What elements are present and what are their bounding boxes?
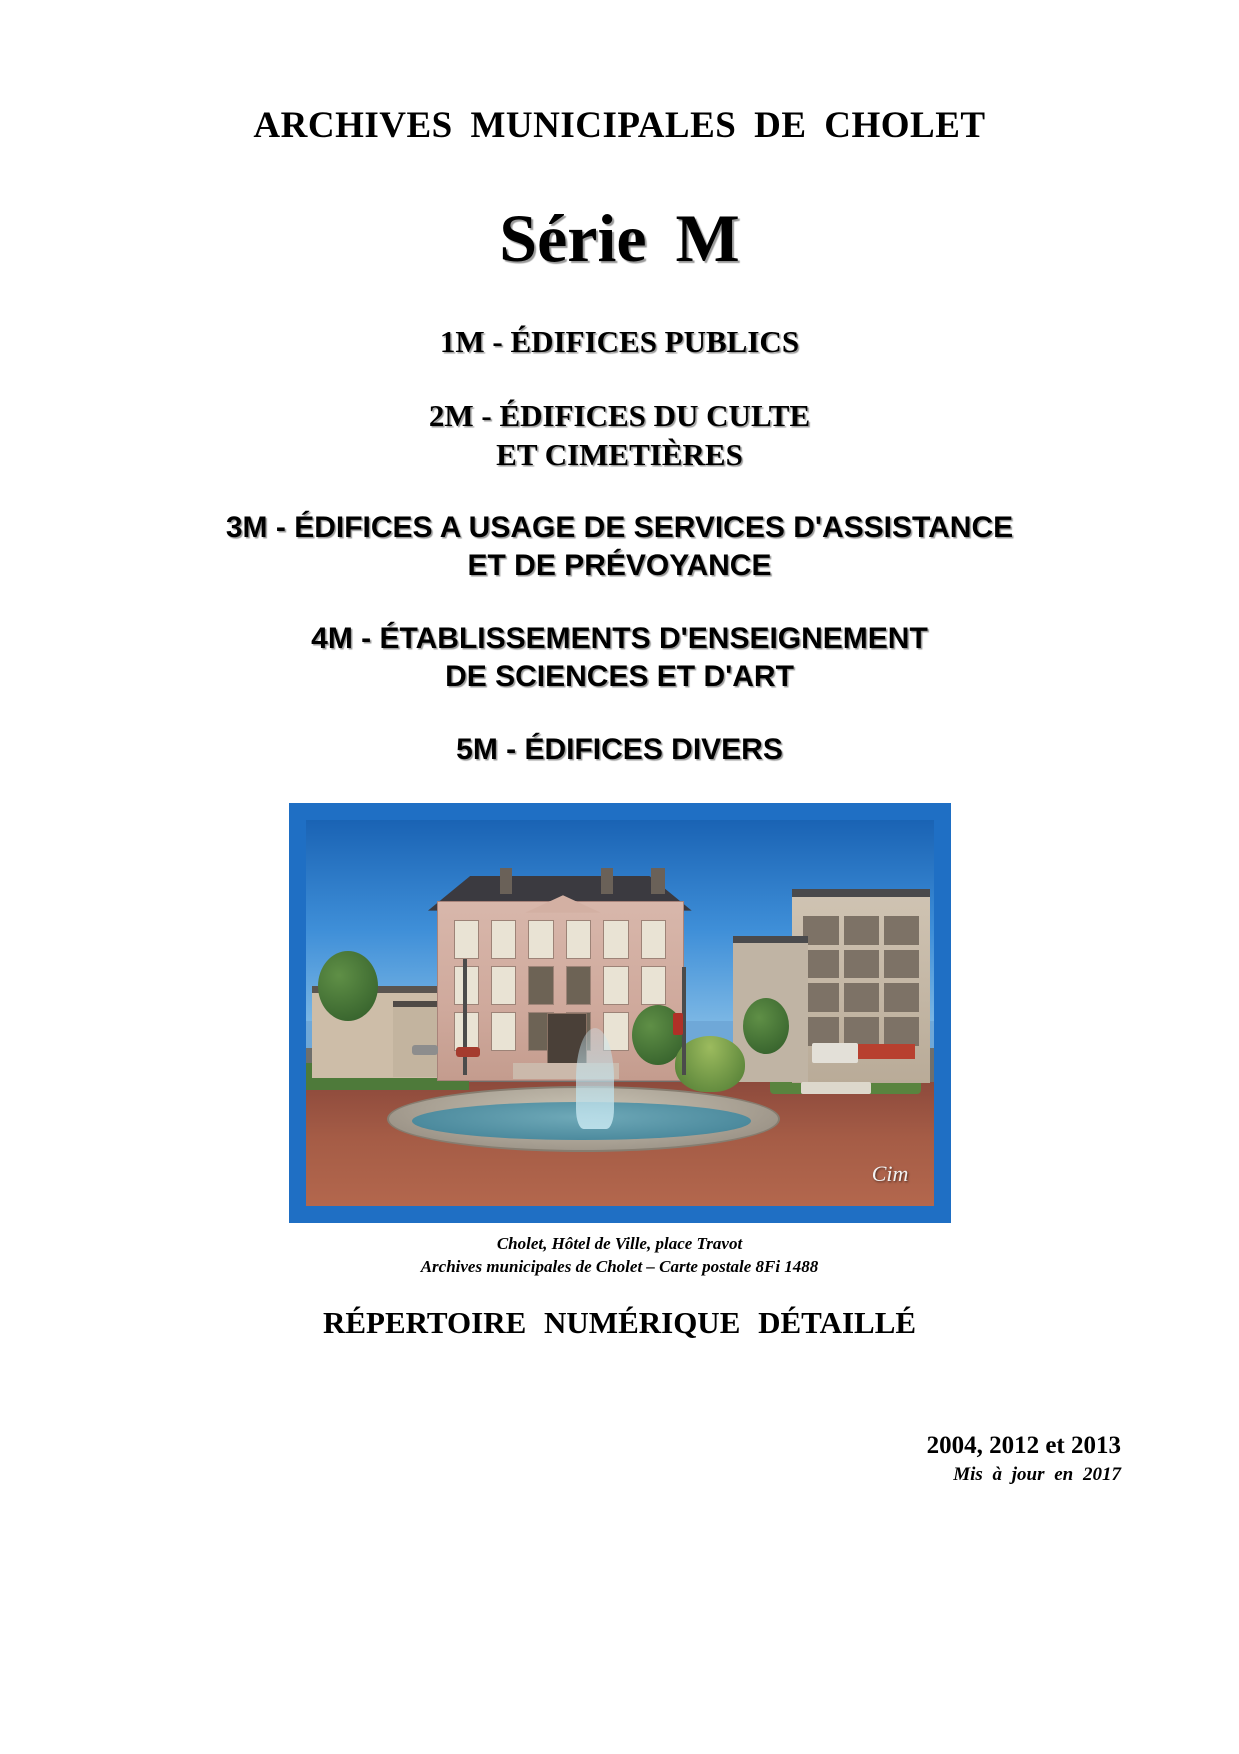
publication-update: Mis à jour en 2017 [953,1464,1121,1485]
section-entry-2m [0,396,1239,475]
figure-caption-line1: Cholet, Hôtel de Ville, place Travot [496,1233,743,1253]
window [491,920,516,959]
window [844,950,879,979]
window [803,1017,838,1046]
window [803,916,838,945]
institution-title: ARCHIVES MUNICIPALES DE CHOLET [253,105,986,146]
window [528,966,553,1005]
window [641,920,666,959]
section-entry-5m [0,731,1239,769]
section-2m-line2: ET CIMETIÈRES [496,437,743,473]
section-list [0,322,1239,769]
window [844,1017,879,1046]
bench [801,1082,871,1094]
section-2m-line1: 2M - ÉDIFICES DU CULTE [428,397,811,433]
figure-caption-line2: Archives municipales de Cholet – Carte postale 8Fi 1488 [420,1256,819,1276]
window [884,1017,919,1046]
window [566,966,591,1005]
figure-caption [289,1233,951,1279]
traffic-light [673,1013,683,1035]
window [884,950,919,979]
window [454,920,479,959]
section-entry-4m [0,620,1239,697]
section-4m-line2: DE SCIENCES ET D'ART [445,660,794,694]
section-entry-3m [0,509,1239,586]
fountain-jet [576,1028,614,1128]
window [803,950,838,979]
photo-frame [289,803,951,1223]
publication-years: 2004, 2012 et 2013 [926,1432,1121,1459]
section-3m-line2: ET DE PRÉVOYANCE [467,549,772,583]
section-5m-line1: 5M - ÉDIFICES DIVERS [456,732,783,766]
section-entry-1m [0,322,1239,362]
section-4m-line1: 4M - ÉTABLISSEMENTS D'ENSEIGNEMENT [311,621,928,655]
street-lamp [463,959,467,1075]
car [412,1045,438,1055]
chimney [651,868,665,894]
tree [743,998,789,1054]
series-title: Série M [499,200,740,276]
window [803,983,838,1012]
street-lamp [682,967,686,1075]
car [456,1047,480,1057]
chimney [500,868,512,894]
right-building-windows [803,916,919,1046]
window [884,916,919,945]
window [844,983,879,1012]
publication-dates [927,1432,1121,1486]
window [641,966,666,1005]
window [603,966,628,1005]
window [844,916,879,945]
document-subtitle: RÉPERTOIRE NUMÉRIQUE DÉTAILLÉ [322,1304,917,1340]
window [566,920,591,959]
chimney [601,868,613,894]
truck [812,1043,858,1063]
postcard-photo [306,820,934,1206]
window [491,966,516,1005]
section-3m-line1: 3M - ÉDIFICES A USAGE DE SERVICES D'ASSISTANCE [225,511,1014,545]
window [491,1012,516,1051]
cover-figure [289,803,951,1279]
photo-credit-logo: Cim [871,1160,909,1186]
section-1m-line1: 1M - ÉDIFICES PUBLICS [439,324,800,359]
window [603,920,628,959]
tree [318,951,378,1021]
window [884,983,919,1012]
window [528,920,553,959]
